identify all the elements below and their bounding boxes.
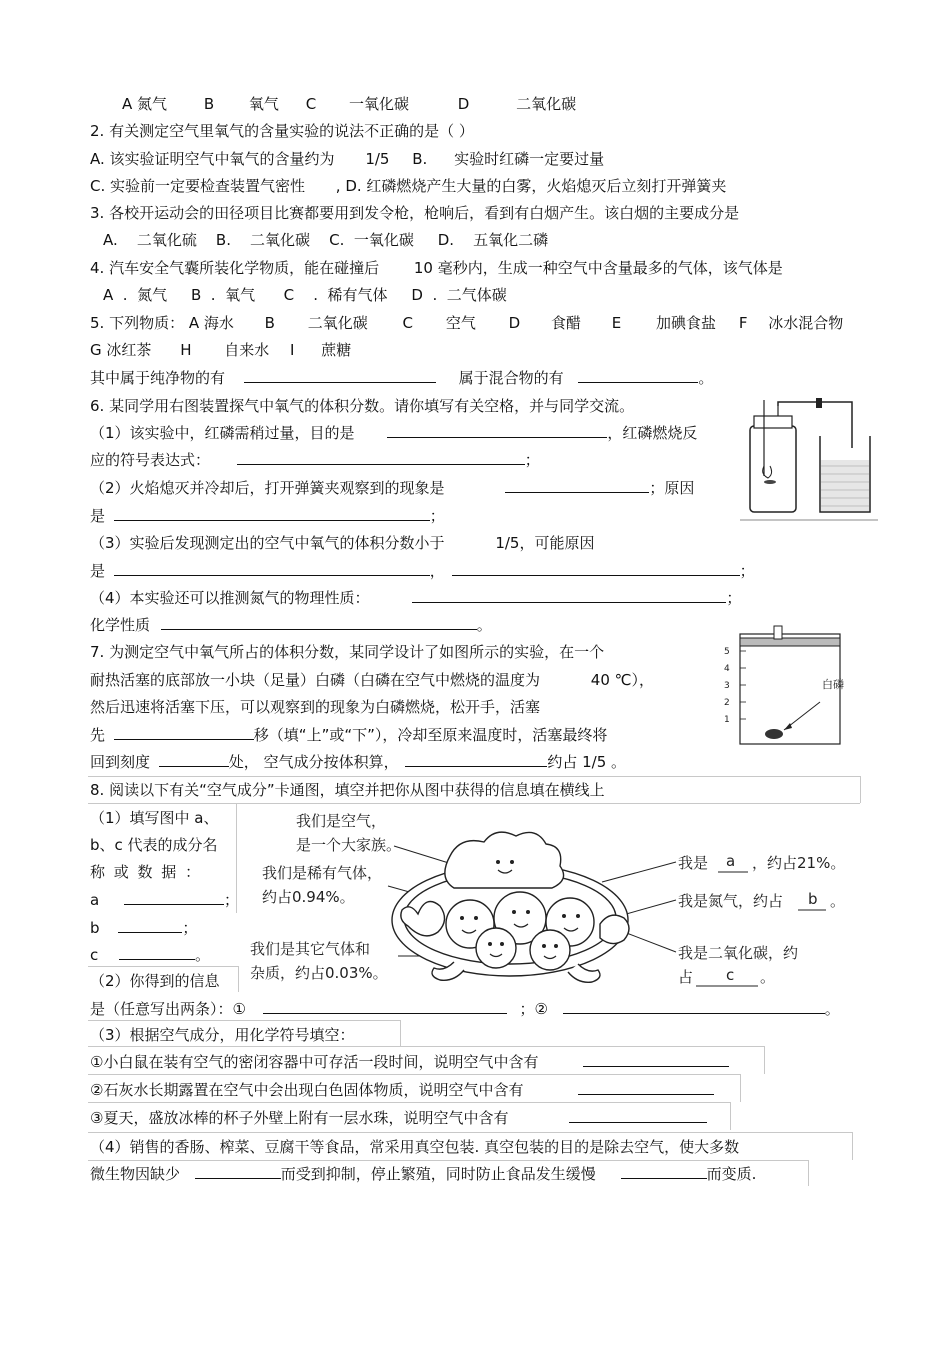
q8-part2-title: （2）你得到的信息 bbox=[90, 972, 220, 990]
q6-physical-blank[interactable] bbox=[412, 588, 726, 603]
q6-reason-blank[interactable] bbox=[114, 506, 430, 521]
q7-line4: 先 移（填“上”或“下”），冷却至原来温度时，活塞最终将 bbox=[90, 726, 608, 744]
scale-label: 5 bbox=[724, 647, 730, 657]
q6-part4-chem: 化学性质 。 bbox=[90, 616, 492, 634]
q6-purpose-blank[interactable] bbox=[387, 423, 607, 438]
q8-frame-sub bbox=[88, 966, 238, 967]
q1-options: A 氮气 B 氧气 C 一氧化碳 D 二氧化碳 bbox=[122, 95, 577, 113]
q2-options-cd: C. 实验前一定要检查装置气密性 , D. 红磷燃烧产生大量的白雾，火焰熄灭后立刻打开弹簧夹 bbox=[90, 177, 727, 195]
q8-frame-p4-v bbox=[852, 1132, 853, 1160]
q8-info2-blank[interactable] bbox=[563, 999, 825, 1014]
q8-part4-line2: 微生物因缺少 而受到抑制，停止繁殖，同时防止食品发生缓慢 而变质. bbox=[90, 1165, 757, 1183]
q8-frame-p4 bbox=[88, 1132, 852, 1133]
q8-frame-top bbox=[88, 776, 860, 777]
q5-mix-blank[interactable] bbox=[578, 368, 698, 383]
q4-stem: 4. 汽车安全气囊所装化学物质，能在碰撞后 10 毫秒内，生成一种空气中含量最多的气体，该气体是 bbox=[90, 259, 783, 277]
bubble-air: 我们是空气， bbox=[296, 812, 387, 830]
q8-frame-p3 bbox=[88, 1046, 764, 1047]
q6-part1: （1）该实验中，红磷需稍过量，目的是 ，红磷燃烧反 bbox=[90, 424, 698, 442]
q8-part1-c-answer: c 。 bbox=[90, 946, 211, 964]
q8-frame-p3c bbox=[88, 1102, 730, 1103]
q7-line2: 耐热活塞的底部放一小块（足量）白磷（白磷在空气中燃烧的温度为 40 ℃）， bbox=[90, 671, 654, 689]
bubble-other-pct: 杂质，约占0.03%。 bbox=[250, 964, 388, 982]
q6-stem: 6. 某同学用右图装置探气中氧气的体积分数。请你填写有关空格，并与同学交流。 bbox=[90, 397, 635, 415]
q8-frame-p4b-v bbox=[808, 1160, 809, 1186]
right-co2-a: 我是二氧化碳，约 bbox=[678, 944, 799, 962]
q8-frame-p2 bbox=[88, 1020, 400, 1021]
q6-equation-blank[interactable] bbox=[237, 450, 525, 465]
q7-line5: 回到刻度 处， 空气成分按体积算， 约占 1/5 。 bbox=[90, 753, 627, 771]
right-nitrogen-end: 。 bbox=[830, 892, 846, 910]
q8-air-cartoon bbox=[240, 806, 846, 996]
q8-frame-p3b bbox=[88, 1074, 740, 1075]
q8-part1-b: b、c 代表的成分名 bbox=[90, 836, 218, 854]
scale-label: 1 bbox=[724, 715, 730, 725]
q3-options: A. 二氧化硫 B. 二氧化碳 C. 一氧化碳 D. 五氧化二磷 bbox=[103, 231, 549, 249]
q6-part3-reasons: 是 ， ； bbox=[90, 562, 755, 580]
q6-part1-equation: 应的符号表达式： ； bbox=[90, 451, 540, 469]
q5-line1: 5. 下列物质： A 海水 B 二氧化碳 C 空气 D 食醋 E 加碘食盐 F 冰水混合物 bbox=[90, 314, 844, 332]
q4-options: A . 氮气 B . 氧气 C . 稀有气体 D . 二气体碳 bbox=[103, 286, 507, 304]
right-nitrogen-label: b bbox=[808, 890, 818, 908]
q8-frame-sub-v bbox=[238, 966, 239, 992]
q8-frame-p3-v bbox=[764, 1046, 765, 1074]
q8-frame-stem-bottom bbox=[88, 803, 860, 804]
right-oxygen-pct: ，约占21%。 bbox=[752, 854, 846, 872]
q8-part3-1: ①小白鼠在装有空气的密闭容器中可存活一段时间，说明空气中含有 bbox=[90, 1052, 729, 1072]
q7-piston-figure bbox=[718, 626, 858, 748]
right-co2-b: 占 bbox=[678, 968, 694, 986]
q6-part4: （4）本实验还可以推测氮气的物理性质： ； bbox=[90, 589, 742, 607]
q5-pure-blank[interactable] bbox=[244, 368, 436, 383]
right-oxygen-label: a bbox=[726, 852, 736, 870]
scale-label: 4 bbox=[724, 664, 730, 674]
q6-apparatus-figure bbox=[740, 396, 880, 522]
q6-phenomenon-blank[interactable] bbox=[505, 478, 649, 493]
q8-a-blank[interactable] bbox=[124, 890, 224, 905]
q8-oxidation-blank[interactable] bbox=[621, 1164, 707, 1179]
q8-part3-3: ③夏天，盛放冰棒的杯子外壁上附有一层水珠，说明空气中含有 bbox=[90, 1108, 707, 1128]
q8-frame-p3c-v bbox=[730, 1102, 731, 1130]
q8-c-blank[interactable] bbox=[119, 945, 195, 960]
q7-line1: 7. 为测定空气中氧气所占的体积分数，某同学设计了如图所示的实验，在一个 bbox=[90, 643, 605, 661]
q5-line2: G 冰红茶 H 自来水 I 蔗糖 bbox=[90, 341, 352, 359]
q8-microbe-blank[interactable] bbox=[195, 1164, 281, 1179]
q5-answer-line: 其中属于纯净物的有 属于混合物的有 。 bbox=[90, 369, 714, 387]
q6-cause2-blank[interactable] bbox=[452, 561, 740, 576]
q8-part1-a-answer: a ； bbox=[90, 891, 239, 909]
right-oxygen-a: 我是 bbox=[678, 854, 709, 872]
bubble-rare-pct: 约占0.94%。 bbox=[262, 888, 355, 906]
scale-label: 3 bbox=[724, 681, 730, 691]
q3-stem: 3. 各校开运动会的田径项目比赛都要用到发令枪，枪响后，看到有白烟产生。该白烟的主要成分是 bbox=[90, 204, 740, 222]
bubble-rare-gas: 我们是稀有气体， bbox=[262, 864, 383, 882]
q8-part4-line1: （4）销售的香肠、榨菜、豆腐干等食品，常采用真空包装. 真空包装的目的是除去空气，使大多数 bbox=[90, 1138, 740, 1156]
q6-part2-reason: 是 ； bbox=[90, 507, 445, 525]
q6-chemical-blank[interactable] bbox=[161, 615, 477, 630]
q6-part3: （3）实验后发现测定出的空气中氧气的体积分数小于 1/5，可能原因 bbox=[90, 534, 595, 552]
q8-oxygen-symbol-blank[interactable] bbox=[583, 1052, 729, 1067]
q8-frame-p2-v bbox=[400, 1020, 401, 1046]
q6-part2: （2）火焰熄灭并冷却后，打开弹簧夹观察到的现象是 ；原因 bbox=[90, 479, 695, 497]
q8-part1-a: （1）填写图中 a、 bbox=[90, 809, 219, 827]
right-co2-end: 。 bbox=[760, 968, 776, 986]
q7-direction-blank[interactable] bbox=[114, 725, 254, 740]
q7-fig-label: 白磷 bbox=[822, 678, 844, 691]
q8-co2-symbol-blank[interactable] bbox=[578, 1080, 714, 1095]
q6-cause1-blank[interactable] bbox=[114, 561, 430, 576]
right-nitrogen-a: 我是氮气，约占 bbox=[678, 892, 784, 910]
q8-frame-right bbox=[860, 776, 861, 803]
q8-water-symbol-blank[interactable] bbox=[569, 1108, 707, 1123]
q7-scale-blank[interactable] bbox=[159, 752, 229, 767]
q8-part1-c: 称 或 数 据 ： bbox=[90, 863, 201, 881]
scale-label: 2 bbox=[724, 698, 730, 708]
bubble-family: 是一个大家族。 bbox=[296, 836, 402, 854]
q8-part3-2: ②石灰水长期露置在空气中会出现白色固体物质，说明空气中含有 bbox=[90, 1080, 714, 1100]
q8-frame-p3b-v bbox=[740, 1074, 741, 1102]
q8-frame-p4b bbox=[88, 1160, 808, 1161]
q2-stem: 2. 有关测定空气里氧气的含量实验的说法不正确的是（ ） bbox=[90, 122, 474, 140]
bubble-other: 我们是其它气体和 bbox=[250, 940, 371, 958]
q7-line3: 然后迅速将活塞下压，可以观察到的现象为白磷燃烧，松开手，活塞 bbox=[90, 698, 541, 716]
q8-info1-blank[interactable] bbox=[263, 999, 507, 1014]
q8-part1-b-answer: b ； bbox=[90, 919, 198, 937]
q2-options-ab: A. 该实验证明空气中氧气的含量约为 1/5 B. 实验时红磷一定要过量 bbox=[90, 150, 605, 168]
right-co2-label: c bbox=[726, 966, 735, 984]
q8-b-blank[interactable] bbox=[118, 918, 182, 933]
q8-part2-answers: 是（任意写出两条）：① ；② 。 bbox=[90, 1000, 840, 1018]
q8-stem: 8. 阅读以下有关“空气成分”卡通图，填空并把你从图中获得的信息填在横线上 bbox=[90, 781, 605, 799]
q7-component-blank[interactable] bbox=[405, 752, 547, 767]
q8-part3-title: （3）根据空气成分，用化学符号填空： bbox=[90, 1026, 355, 1044]
